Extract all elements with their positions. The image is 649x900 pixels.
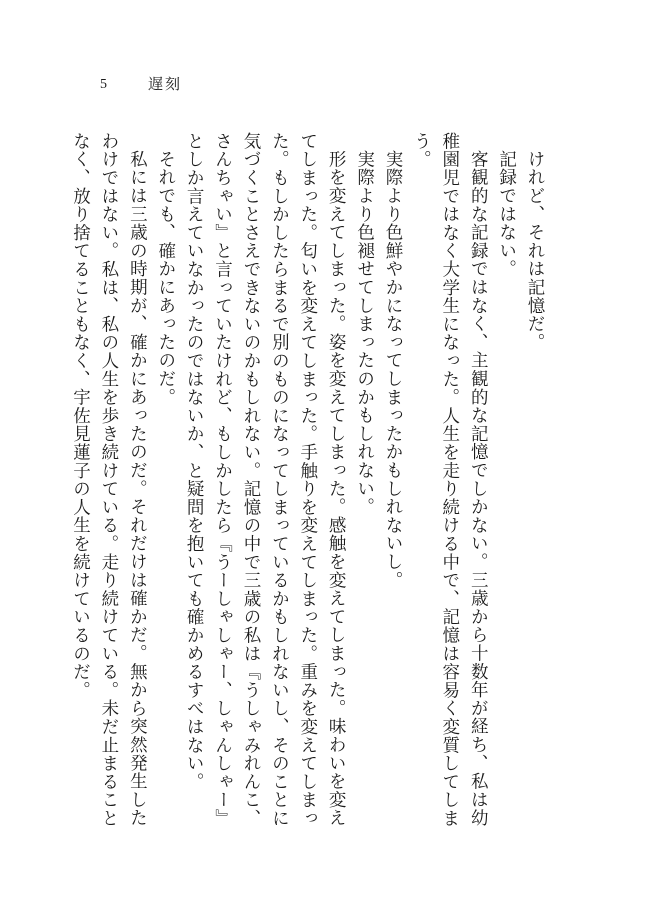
- body-text: [70, 132, 549, 837]
- paragraph: 形を変えてしまった。姿を変えてしまった。感触を変えてしまった。味わいを変えてしまった。匂いを変えてしまった。手触りを変えてしまった。重みを変えてしまった。もしかしたらまるで別のものになってしまっているかもしれないし、そのことに気づくことさえできないのかもしれない。記憶の中で三歳の私は『うしゃみれんこ、さんちゃい』と言っていたけれど、もしかしたら『うーしゃしゃー、しゃんしゃー』としか言えていなかったのではないか、と疑問を抱いても確かめるすべはない。: [184, 132, 347, 828]
- paragraph: それでも、確かにあったのだ。: [155, 149, 176, 406]
- paragraph: 実際より色褪せてしまったのかもしれない。: [354, 149, 375, 516]
- paragraph: けれど、それは記憶だ。: [525, 149, 545, 351]
- paragraph: 私には三歳の時期が、確かにあったのだ。それだけは確かだ。無から突然発生したわけではない。私は、私の人生を歩き続けている。走り続けている。未だ止まることなく、放り捨てることもなく、宇佐見蓮子の人生を続けているのだ。: [70, 132, 148, 828]
- paragraph: 客観的な記録ではなく、主観的な記憶でしかない。三歳から十数年が経ち、私は幼稚園児ではなく大学生になった。人生を走り続ける中で、記憶は容易く変質してしまう。: [411, 132, 489, 828]
- running-title: 遅刻: [148, 75, 183, 93]
- paragraph: 記録ではない。: [496, 149, 517, 278]
- paragraph: 実際より色鮮やかになってしまったかもしれないし。: [382, 149, 403, 589]
- page-number: 5: [100, 77, 107, 92]
